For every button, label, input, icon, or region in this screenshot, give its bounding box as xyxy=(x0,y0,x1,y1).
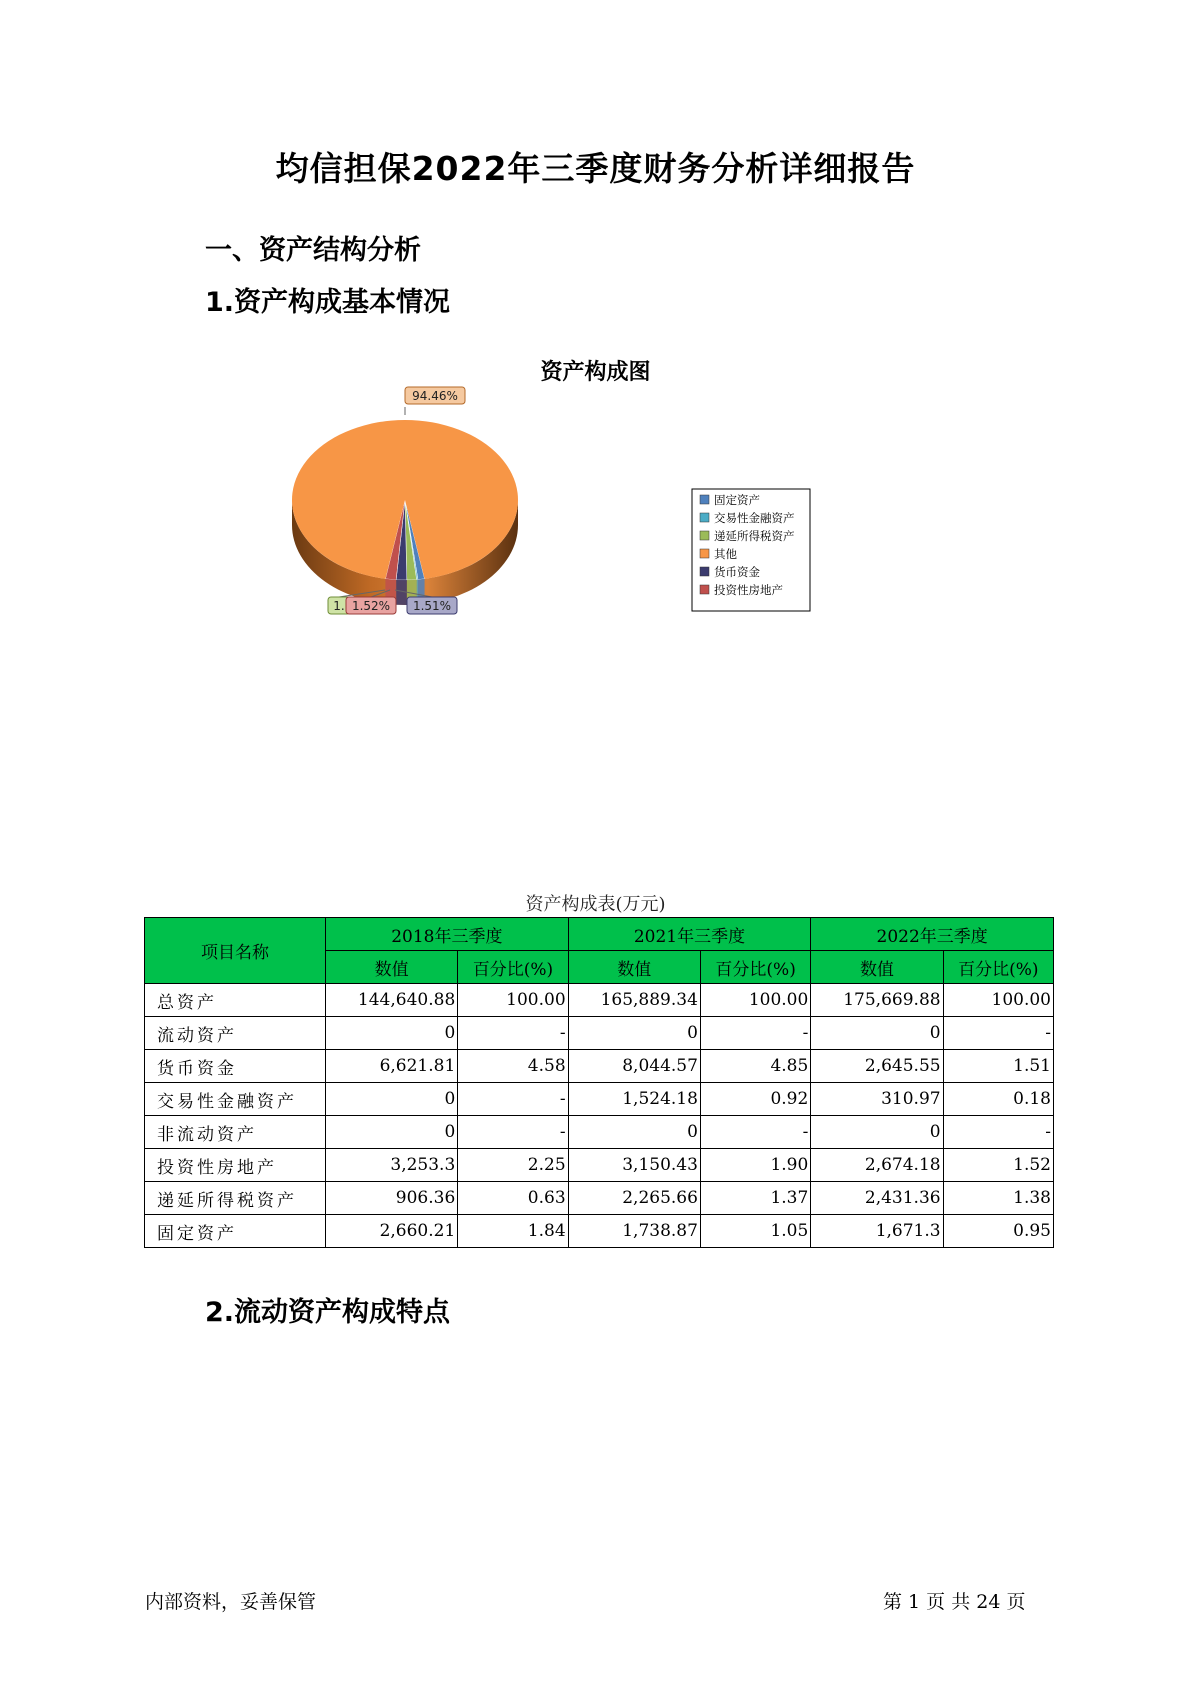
value-cell: 3,150.43 xyxy=(568,1149,700,1182)
percent-cell: - xyxy=(458,1116,568,1149)
table-caption: 资产构成表(万元) xyxy=(525,894,666,915)
header-period: 2022年三季度 xyxy=(811,918,1054,951)
value-cell: 0 xyxy=(568,1116,700,1149)
legend-label: 递延所得税资产 xyxy=(714,529,795,543)
subheader-value: 数值 xyxy=(568,951,700,984)
legend-label: 货币资金 xyxy=(714,565,760,579)
percent-cell: 0.95 xyxy=(943,1215,1053,1248)
percent-cell: 1.90 xyxy=(700,1149,810,1182)
row-label: 流动资产 xyxy=(145,1017,326,1050)
subsection-heading: 2.流动资产构成特点 xyxy=(205,1297,451,1328)
legend-label: 其他 xyxy=(714,547,737,561)
footer-confidential: 内部资料，妥善保管 xyxy=(145,1591,317,1613)
subsection-heading: 1.资产构成基本情况 xyxy=(205,287,451,318)
table-row xyxy=(145,1215,1054,1248)
value-cell: 8,044.57 xyxy=(568,1050,700,1083)
row-label: 递延所得税资产 xyxy=(145,1182,326,1215)
percent-cell: 2.25 xyxy=(458,1149,568,1182)
percent-cell: - xyxy=(700,1017,810,1050)
table-header-row xyxy=(145,918,1054,951)
row-label: 投资性房地产 xyxy=(145,1149,326,1182)
value-cell: 0 xyxy=(326,1017,458,1050)
percent-cell: 4.58 xyxy=(458,1050,568,1083)
chart-legend xyxy=(692,489,810,611)
value-cell: 0 xyxy=(568,1017,700,1050)
data-label: 1. xyxy=(333,599,345,613)
legend-swatch xyxy=(700,531,709,540)
footer-page-number: 第 1 页 共 24 页 xyxy=(883,1591,1026,1613)
table-row xyxy=(145,1083,1054,1116)
data-label: 94.46% xyxy=(412,389,458,403)
data-label: 1.52% xyxy=(351,599,391,613)
percent-cell: 100.00 xyxy=(458,984,568,1017)
table-row xyxy=(145,984,1054,1017)
value-cell: 144,640.88 xyxy=(326,984,458,1017)
table-row xyxy=(145,1017,1054,1050)
percent-cell: 1.37 xyxy=(700,1182,810,1215)
percent-cell: 1.84 xyxy=(458,1215,568,1248)
percent-cell: 0.63 xyxy=(458,1182,568,1215)
value-cell: 2,265.66 xyxy=(568,1182,700,1215)
data-label: 1.51% xyxy=(412,599,452,613)
legend-swatch xyxy=(700,567,709,576)
header-period: 2021年三季度 xyxy=(568,918,811,951)
percent-cell: 100.00 xyxy=(700,984,810,1017)
chart-title: 资产构成图 xyxy=(540,359,651,385)
legend-label: 交易性金融资产 xyxy=(714,511,795,525)
row-label: 总资产 xyxy=(145,984,326,1017)
subheader-value: 数值 xyxy=(326,951,458,984)
row-label: 固定资产 xyxy=(145,1215,326,1248)
percent-cell: 100.00 xyxy=(943,984,1053,1017)
subheader-percent: 百分比(%) xyxy=(700,951,810,984)
percent-cell: 4.85 xyxy=(700,1050,810,1083)
value-cell: 1,671.3 xyxy=(811,1215,943,1248)
percent-cell: 0.18 xyxy=(943,1083,1053,1116)
percent-cell: - xyxy=(458,1083,568,1116)
legend-label: 投资性房地产 xyxy=(714,583,783,597)
value-cell: 6,621.81 xyxy=(326,1050,458,1083)
percent-cell: 0.92 xyxy=(700,1083,810,1116)
value-cell: 0 xyxy=(326,1083,458,1116)
header-period: 2018年三季度 xyxy=(326,918,569,951)
value-cell: 906.36 xyxy=(326,1182,458,1215)
value-cell: 0 xyxy=(811,1017,943,1050)
legend-label: 固定资产 xyxy=(714,493,760,507)
legend-swatch xyxy=(700,495,709,504)
value-cell: 1,524.18 xyxy=(568,1083,700,1116)
value-cell: 310.97 xyxy=(811,1083,943,1116)
value-cell: 2,674.18 xyxy=(811,1149,943,1182)
section-heading: 一、资产结构分析 xyxy=(205,235,421,266)
row-label: 货币资金 xyxy=(145,1050,326,1083)
table-row xyxy=(145,1149,1054,1182)
value-cell: 2,660.21 xyxy=(326,1215,458,1248)
legend-swatch xyxy=(700,549,709,558)
percent-cell: - xyxy=(943,1116,1053,1149)
percent-cell: 1.51 xyxy=(943,1050,1053,1083)
header-item-name: 项目名称 xyxy=(145,918,326,984)
asset-table xyxy=(144,917,1054,1248)
subheader-percent: 百分比(%) xyxy=(943,951,1053,984)
value-cell: 175,669.88 xyxy=(811,984,943,1017)
percent-cell: - xyxy=(700,1116,810,1149)
percent-cell: 1.38 xyxy=(943,1182,1053,1215)
subheader-percent: 百分比(%) xyxy=(458,951,568,984)
legend-swatch xyxy=(700,513,709,522)
percent-cell: 1.52 xyxy=(943,1149,1053,1182)
table-row xyxy=(145,1182,1054,1215)
percent-cell: - xyxy=(943,1017,1053,1050)
value-cell: 2,645.55 xyxy=(811,1050,943,1083)
value-cell: 165,889.34 xyxy=(568,984,700,1017)
asset-pie-chart xyxy=(280,389,920,695)
subheader-value: 数值 xyxy=(811,951,943,984)
value-cell: 1,738.87 xyxy=(568,1215,700,1248)
report-title: 均信担保2022年三季度财务分析详细报告 xyxy=(275,149,916,188)
table-row xyxy=(145,1050,1054,1083)
pie-group xyxy=(292,420,518,605)
table-row xyxy=(145,1116,1054,1149)
row-label: 交易性金融资产 xyxy=(145,1083,326,1116)
legend-swatch xyxy=(700,585,709,594)
value-cell: 3,253.3 xyxy=(326,1149,458,1182)
value-cell: 0 xyxy=(811,1116,943,1149)
percent-cell: 1.05 xyxy=(700,1215,810,1248)
percent-cell: - xyxy=(458,1017,568,1050)
value-cell: 2,431.36 xyxy=(811,1182,943,1215)
row-label: 非流动资产 xyxy=(145,1116,326,1149)
value-cell: 0 xyxy=(326,1116,458,1149)
